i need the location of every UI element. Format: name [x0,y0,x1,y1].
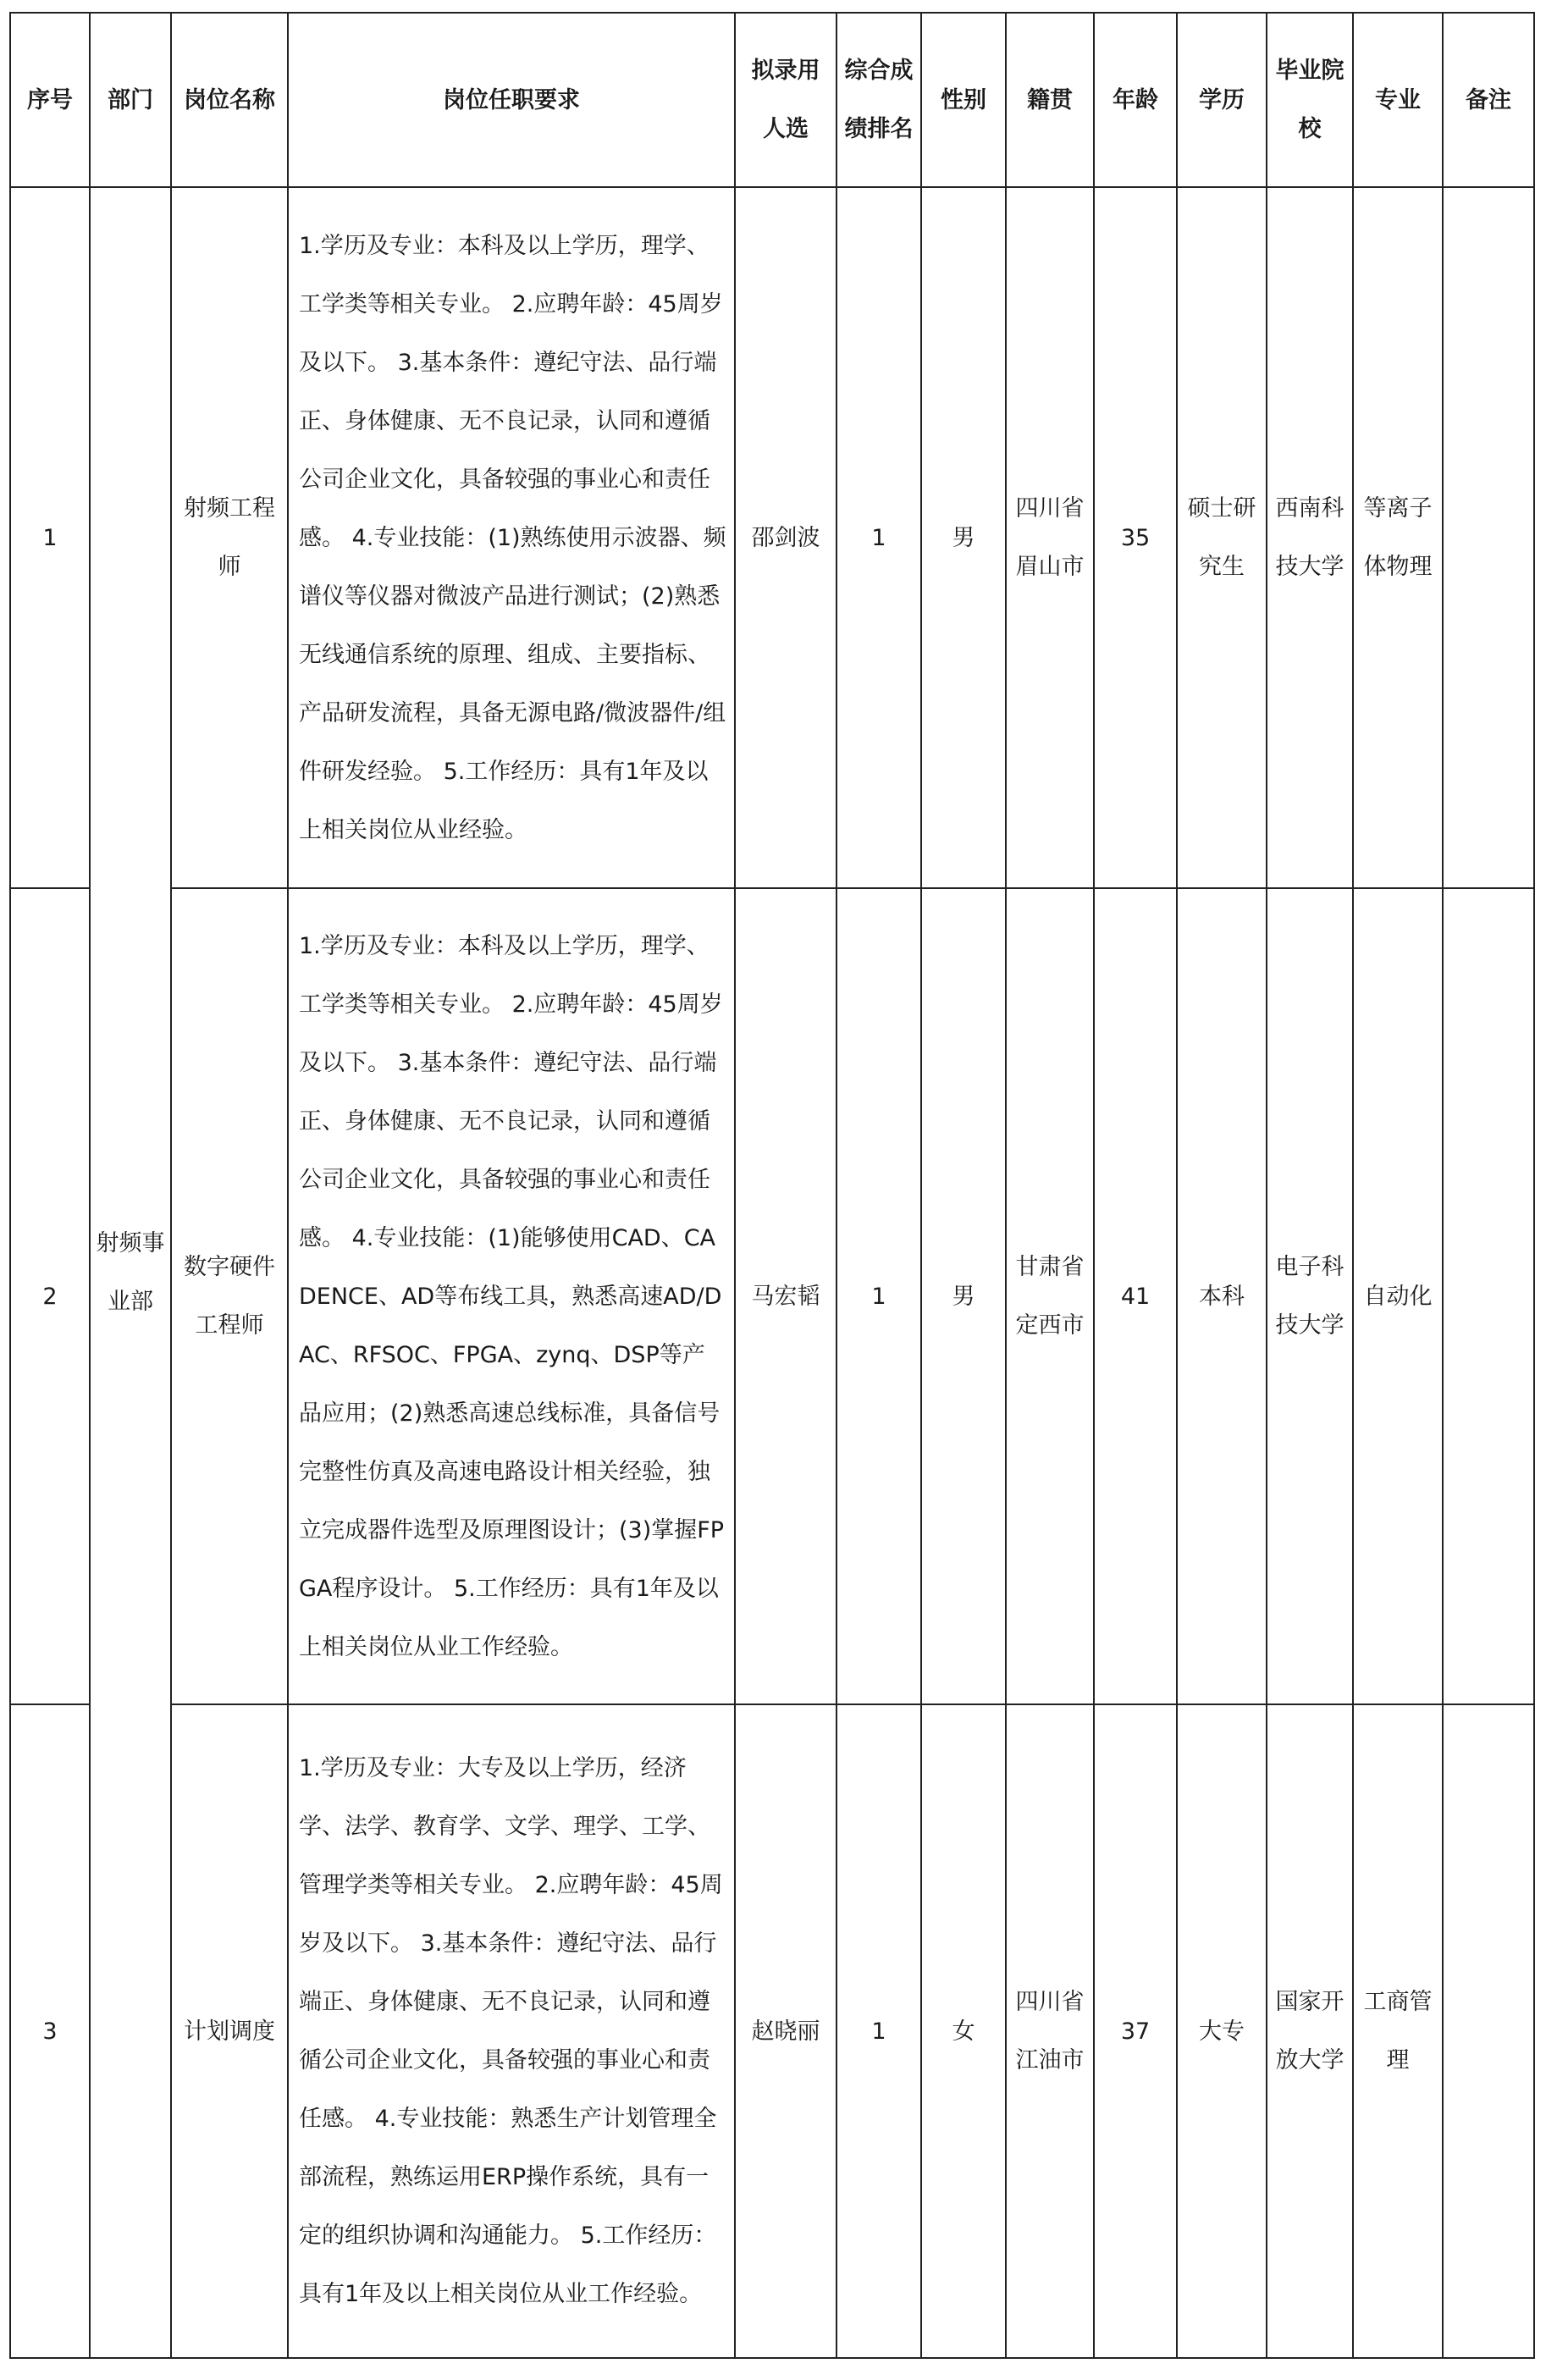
cell-requirements: 1.学历及专业：本科及以上学历，理学、工学类等相关专业。 2.应聘年龄：45周岁及以下。 3.基本条件：遵纪守法、品行端正、身体健康、无不良记录，认同和遵循公司企业文化，具备较强的事业心和责任感。 4.专业技能：(1)能够使用CAD、CADENCE、AD等布线工具，熟悉高速AD/DAC、RFSOC、FPGA、zynq、DSP等产品应用；(2)熟悉高速总线标准，具备信号完整性仿真及高速电路设计相关经验，独立完成器件选型及原理图设计；(3)掌握FPGA程序设计。 5.工作经历：具有1年及以上相关岗位从业工作经验。 [288,888,735,1704]
cell-post-name: 数字硬件工程师 [171,888,288,1704]
cell-education: 硕士研究生 [1177,187,1267,888]
cell-gender: 女 [921,1704,1006,2358]
cell-school: 国家开放大学 [1267,1704,1353,2358]
cell-gender: 男 [921,187,1006,888]
cell-department: 射频事业部 [90,187,171,2358]
header-school: 毕业院校 [1267,13,1353,187]
header-candidate: 拟录用人选 [735,13,836,187]
header-row [10,13,1534,187]
cell-major: 等离子体物理 [1353,187,1443,888]
cell-age: 35 [1094,187,1177,888]
header-requirements: 岗位任职要求 [288,13,735,187]
header-seq: 序号 [10,13,90,187]
cell-origin: 甘肃省定西市 [1006,888,1094,1704]
cell-major: 自动化 [1353,888,1443,1704]
cell-post-name: 射频工程师 [171,187,288,888]
cell-age: 37 [1094,1704,1177,2358]
table-row [10,888,1534,1704]
header-post-name: 岗位名称 [171,13,288,187]
cell-post-name: 计划调度 [171,1704,288,2358]
cell-education: 本科 [1177,888,1267,1704]
table-row [10,187,1534,888]
cell-rank: 1 [836,1704,921,2358]
cell-candidate: 赵晓丽 [735,1704,836,2358]
header-remark: 备注 [1443,13,1534,187]
header-age: 年龄 [1094,13,1177,187]
cell-rank: 1 [836,888,921,1704]
cell-remark [1443,187,1534,888]
cell-seq: 1 [10,187,90,888]
cell-remark [1443,888,1534,1704]
cell-requirements: 1.学历及专业：大专及以上学历，经济学、法学、教育学、文学、理学、工学、管理学类等相关专业。 2.应聘年龄：45周岁及以下。 3.基本条件：遵纪守法、品行端正、身体健康、无不良记录，认同和遵循公司企业文化，具备较强的事业心和责任感。 4.专业技能：熟悉生产计划管理全部流程，熟练运用ERP操作系统，具有一定的组织协调和沟通能力。 5.工作经历：具有1年及以上相关岗位从业工作经验。 [288,1704,735,2358]
header-gender: 性别 [921,13,1006,187]
cell-school: 电子科技大学 [1267,888,1353,1704]
cell-education: 大专 [1177,1704,1267,2358]
header-origin: 籍贯 [1006,13,1094,187]
cell-remark [1443,1704,1534,2358]
recruitment-table [9,12,1535,2359]
cell-gender: 男 [921,888,1006,1704]
cell-school: 西南科技大学 [1267,187,1353,888]
cell-origin: 四川省眉山市 [1006,187,1094,888]
header-rank: 综合成绩排名 [836,13,921,187]
cell-requirements: 1.学历及专业：本科及以上学历，理学、工学类等相关专业。 2.应聘年龄：45周岁及以下。 3.基本条件：遵纪守法、品行端正、身体健康、无不良记录，认同和遵循公司企业文化，具备较强的事业心和责任感。 4.专业技能：(1)熟练使用示波器、频谱仪等仪器对微波产品进行测试；(2)熟悉无线通信系统的原理、组成、主要指标、产品研发流程，具备无源电路/微波器件/组件研发经验。 5.工作经历：具有1年及以上相关岗位从业经验。 [288,187,735,888]
cell-candidate: 邵剑波 [735,187,836,888]
header-dept: 部门 [90,13,171,187]
cell-origin: 四川省江油市 [1006,1704,1094,2358]
cell-age: 41 [1094,888,1177,1704]
header-major: 专业 [1353,13,1443,187]
cell-seq: 2 [10,888,90,1704]
table-row [10,1704,1534,2358]
cell-rank: 1 [836,187,921,888]
cell-major: 工商管理 [1353,1704,1443,2358]
header-education: 学历 [1177,13,1267,187]
cell-seq: 3 [10,1704,90,2358]
cell-candidate: 马宏韬 [735,888,836,1704]
